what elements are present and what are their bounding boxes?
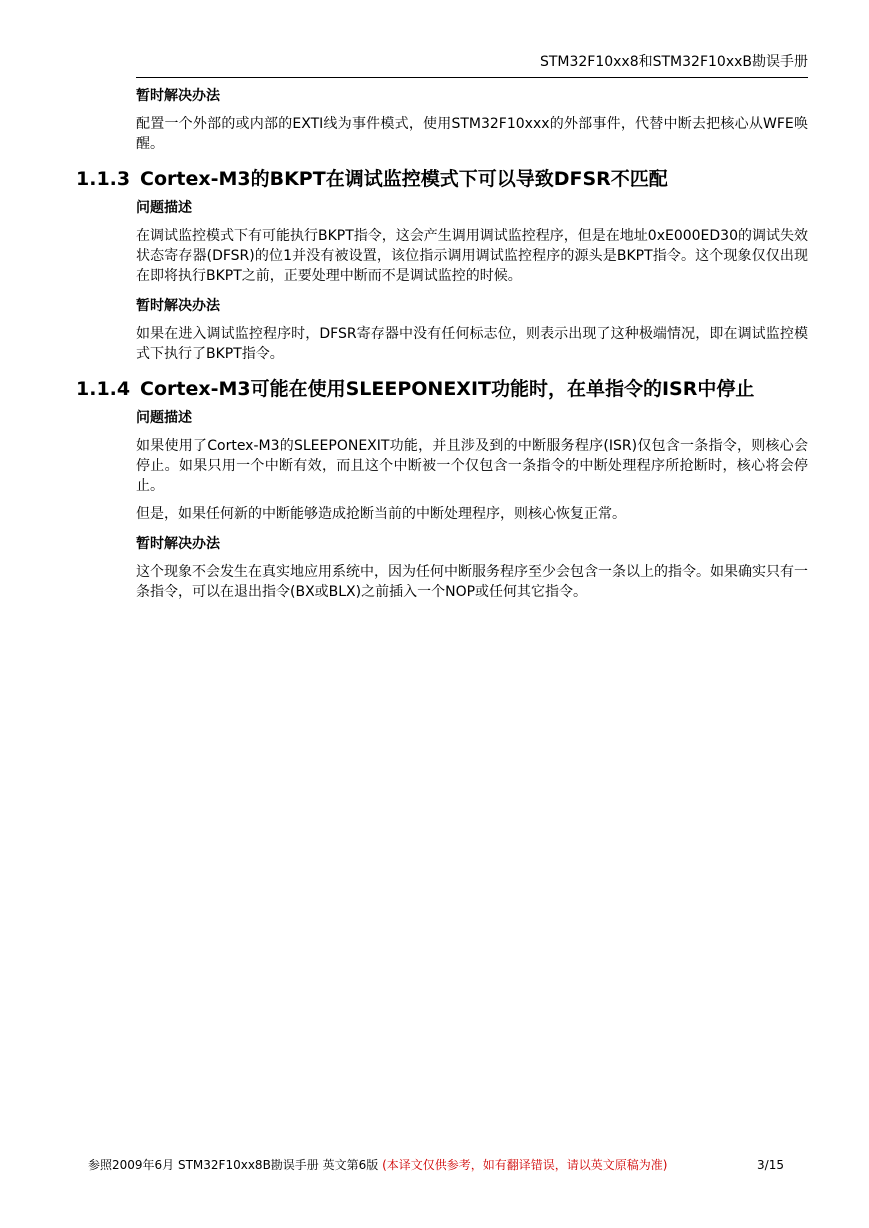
section-title: Cortex-M3可能在使用SLEEPONEXIT功能时，在单指令的ISR中停止 <box>140 378 755 400</box>
problem-label: 问题描述 <box>136 410 192 426</box>
section-number: 1.1.3 <box>76 168 131 190</box>
workaround-paragraph: 如果在进入调试监控程序时，DFSR寄存器中没有任何标志位，则表示出现了这种极端情况，即在调试监控模式下执行了BKPT指令。 <box>136 326 808 362</box>
section-heading <box>76 376 816 402</box>
section-heading <box>76 166 816 192</box>
top-workaround-label: 暂时解决办法 <box>136 88 220 104</box>
header-title: STM32F10xx8和STM32F10xxB勘误手册 <box>539 54 808 70</box>
top-workaround-text: 配置一个外部的或内部的EXTI线为事件模式，使用STM32F10xxx的外部事件，代替中断去把核心从WFE唤醒。 <box>136 116 808 152</box>
problem-paragraph: 在调试监控模式下有可能执行BKPT指令，这会产生调用调试监控程序，但是在地址0xE000ED30的调试失效状态寄存器(DFSR)的位1并没有被设置，该位指示调用调试监控程序的源头是BKPT指令。这个现象仅仅出现在即将执行BKPT之前，正要处理中断而不是调试监控的时候。 <box>136 228 808 284</box>
header-divider <box>136 77 808 78</box>
workaround-paragraph: 这个现象不会发生在真实地应用系统中，因为任何中断服务程序至少会包含一条以上的指令。如果确实只有一条指令，可以在退出指令(BX或BLX)之前插入一个NOP或任何其它指令。 <box>136 564 808 600</box>
problem-paragraph: 如果使用了Cortex-M3的SLEEPONEXIT功能，并且涉及到的中断服务程序(ISR)仅包含一条指令，则核心会停止。如果只用一个中断有效，而且这个中断被一个仅包含一条指令的中断处理程序所抢断时，核心将会停止。 <box>136 438 808 494</box>
workaround-label: 暂时解决办法 <box>136 298 220 314</box>
footer-translation-note: (本译文仅供参考，如有翻译错误，请以英文原稿为准) <box>382 1158 668 1172</box>
problem-label: 问题描述 <box>136 200 192 216</box>
section-1-1-3 <box>0 166 869 364</box>
page-number: 3/15 <box>757 1158 784 1172</box>
section-number: 1.1.4 <box>76 378 131 400</box>
page-footer <box>88 1156 784 1174</box>
footer-reference: 参照2009年6月 STM32F10xx8B勘误手册 英文第6版 <box>88 1158 379 1172</box>
document-body <box>0 86 869 602</box>
section-1-1-4 <box>0 376 869 602</box>
problem-paragraph: 但是，如果任何新的中断能够造成抢断当前的中断处理程序，则核心恢复正常。 <box>136 506 626 522</box>
section-title: Cortex-M3的BKPT在调试监控模式下可以导致DFSR不匹配 <box>140 168 668 190</box>
workaround-label: 暂时解决办法 <box>136 536 220 552</box>
